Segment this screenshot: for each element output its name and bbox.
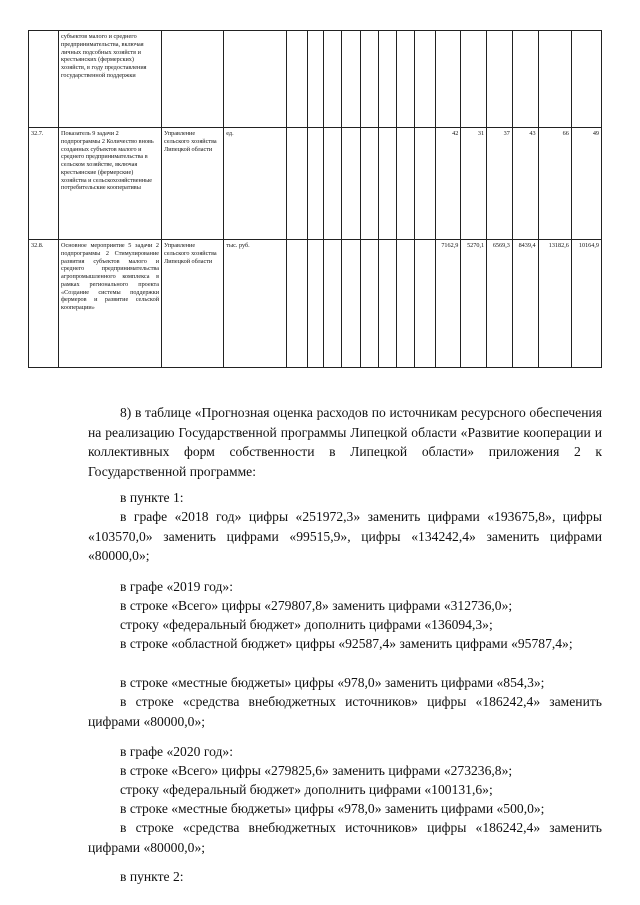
row-name: субъектов малого и среднего предпринимательства, включая личных подсобных хозяйств и крестьянских (фермерских) хозяйств, в году предоставления государственной поддержки xyxy=(59,31,162,128)
row-number: 32.8. xyxy=(29,240,59,368)
table-row xyxy=(29,31,602,128)
row-name: Основное мероприятие 5 задачи 2 подпрограммы 2 Стимулирование развития субъектов малого и среднего предпринимательства агропромышленного комплекса в рамках регионального проекта «Создание системы поддержки фермеров и развитие сельской кооперации» xyxy=(59,240,162,368)
p2-heading: в пункте 2: xyxy=(120,869,184,884)
value-cell xyxy=(538,31,571,128)
g2020-line-1: в строке «Всего» цифры «279825,6» заменить цифрами «273236,8»; xyxy=(120,763,513,778)
g2019-line-1: в строке «Всего» цифры «279807,8» заменить цифрами «312736,0»; xyxy=(120,598,513,613)
p1-text: в графе «2018 год» цифры «251972,3» заменить цифрами «193675,8», цифры «103570,0» заменить цифрами «99515,9», цифры «134242,4» заменить цифрами «80000,0»; xyxy=(88,509,602,563)
value-cell xyxy=(435,31,461,128)
intro-paragraph: 8) в таблице «Прогнозная оценка расходов по источникам ресурсного обеспечения на реализацию Государственной программы Липецкой области «Развитие кооперации и коллективных форм собственности в Липецкой области» приложения 2 к Государственной программе: xyxy=(88,405,602,479)
value-cell: 5270,1 xyxy=(461,240,487,368)
row-name: Показатель 9 задачи 2 подпрограммы 2 Количество вновь созданных субъектов малого и среднего предпринимательства в сельском хозяйстве, включая крестьянские (фермерские) хозяйства и сельскохозяйственные потребительские кооперативы xyxy=(59,128,162,240)
row-number xyxy=(29,31,59,128)
g2020-line-2: строку «федеральный бюджет» дополнить цифрами «100131,6»; xyxy=(120,782,493,797)
value-cell xyxy=(487,31,513,128)
row-executor xyxy=(162,31,224,128)
g2019-heading: в графе «2019 год»: xyxy=(120,579,233,594)
g2019-line-4: в строке «местные бюджеты» цифры «978,0» заменить цифрами «854,3»; xyxy=(120,675,545,690)
table-row xyxy=(29,240,602,368)
g2019-line-2: строку «федеральный бюджет» дополнить цифрами «136094,3»; xyxy=(120,617,493,632)
g2020-heading: в графе «2020 год»: xyxy=(120,744,233,759)
value-cell: 6569,3 xyxy=(487,240,513,368)
table-row xyxy=(29,128,602,240)
row-unit: тыс. руб. xyxy=(224,240,286,368)
row-number: 32.7. xyxy=(29,128,59,240)
p1-heading: в пункте 1: xyxy=(120,490,184,505)
value-cell: 37 xyxy=(487,128,513,240)
value-cell: 8439,4 xyxy=(512,240,538,368)
value-cell: 13182,6 xyxy=(538,240,571,368)
value-cell xyxy=(571,31,601,128)
program-table xyxy=(28,30,602,368)
value-cell: 49 xyxy=(571,128,601,240)
value-cell xyxy=(461,31,487,128)
value-cell: 66 xyxy=(538,128,571,240)
value-cell: 31 xyxy=(461,128,487,240)
row-executor: Управление сельского хозяйства Липецкой области xyxy=(162,128,224,240)
value-cell xyxy=(512,31,538,128)
row-unit xyxy=(224,31,286,128)
g2020-line-4: в строке «средства внебюджетных источников» цифры «186242,4» заменить цифрами «80000,0»; xyxy=(88,820,602,855)
g2019-line-5: в строке «средства внебюджетных источников» цифры «186242,4» заменить цифрами «80000,0»; xyxy=(88,694,602,729)
value-cell: 7162,9 xyxy=(435,240,461,368)
value-cell: 42 xyxy=(435,128,461,240)
value-cell: 10164,9 xyxy=(571,240,601,368)
row-executor: Управление сельского хозяйства Липецкой области xyxy=(162,240,224,368)
g2020-line-3: в строке «местные бюджеты» цифры «978,0» заменить цифрами «500,0»; xyxy=(120,801,545,816)
value-cell: 43 xyxy=(512,128,538,240)
g2019-line-3: в строке «областной бюджет» цифры «92587,4» заменить цифрами «95787,4»; xyxy=(120,636,573,651)
row-unit: ед. xyxy=(224,128,286,240)
